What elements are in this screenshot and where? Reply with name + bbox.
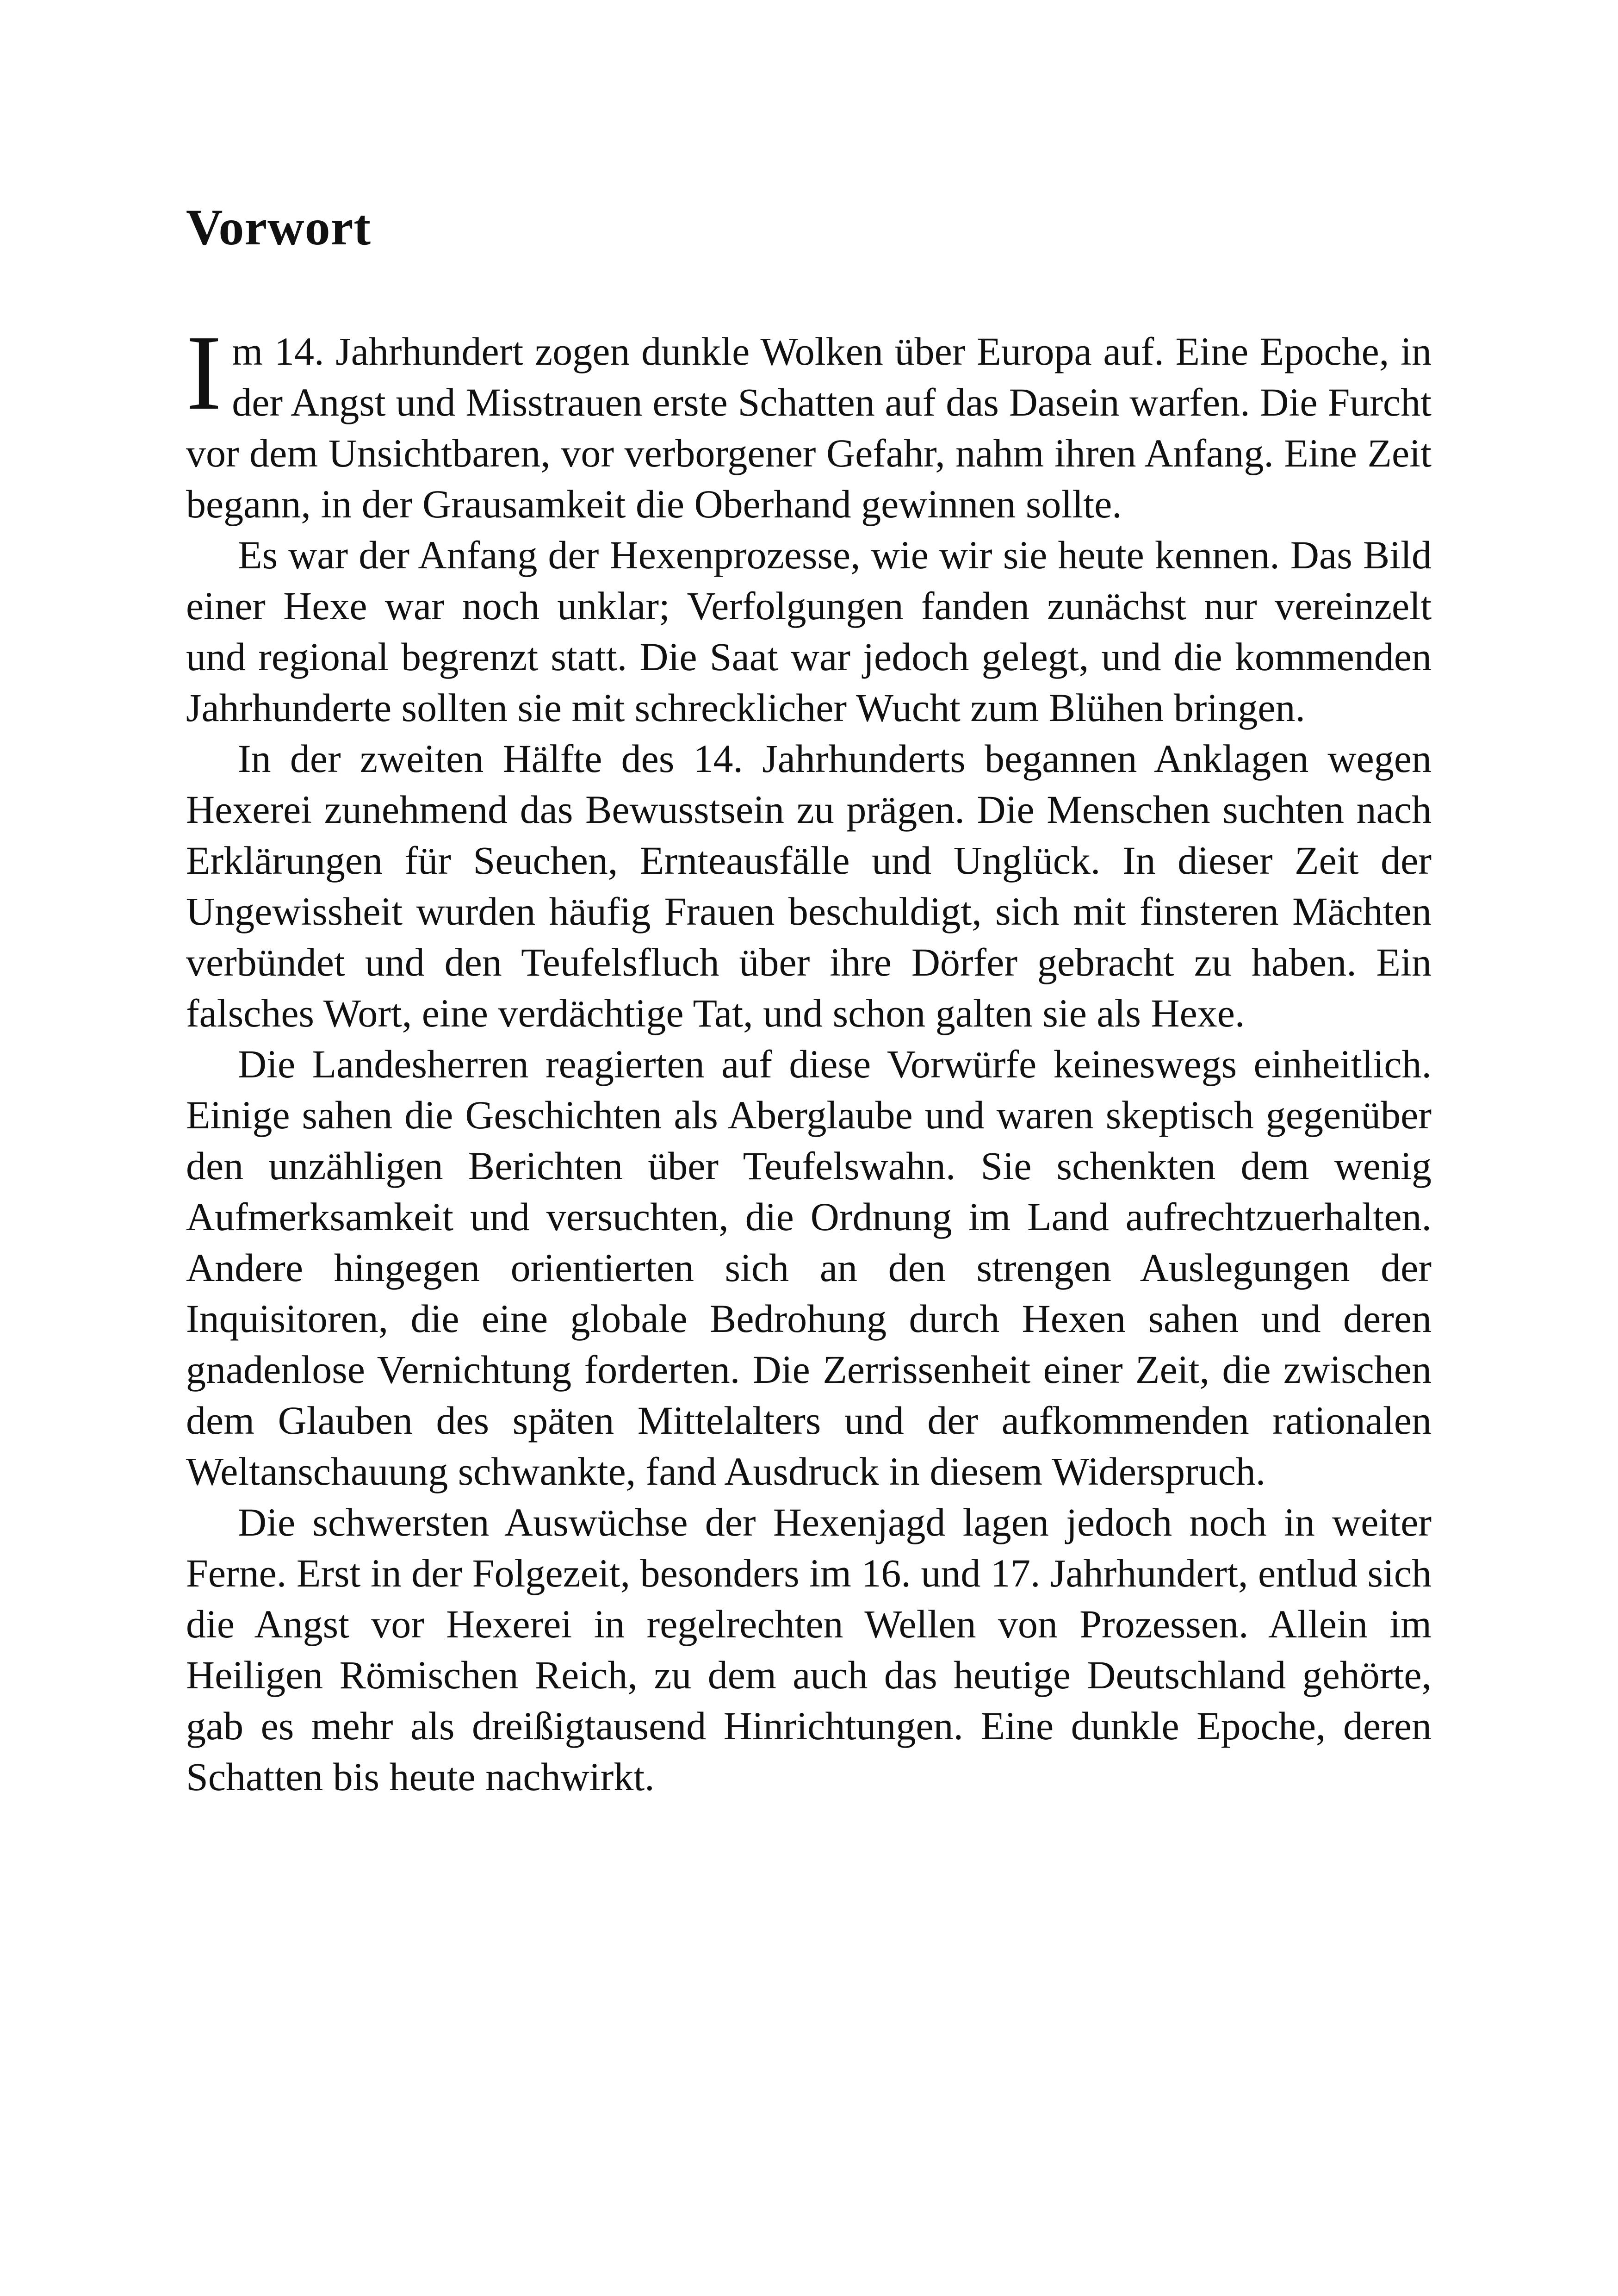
- paragraph-3: In der zweiten Hälfte des 14. Jahrhunderts begannen Anklagen wegen Hexerei zunehmend das Bewusstsein zu prägen. Die Menschen suchten nach Erklärungen für Seuchen, Ernteausfälle und Unglück. In dieser Zeit der Ungewissheit wurden häufig Frauen beschuldigt, sich mit finsteren Mächten verbündet und den Teufelsfluch über ihre Dörfer gebracht zu haben. Ein falsches Wort, eine verdächtige Tat, und schon galten sie als Hexe.: [186, 736, 1432, 1035]
- paragraph-2: Es war der Anfang der Hexenprozesse, wie wir sie heute kennen. Das Bild einer Hexe war noch unklar; Verfolgungen fanden zunächst nur vereinzelt und regional begrenzt statt. Die Saat war jedoch gelegt, und die kommenden Jahrhunderte sollten sie mit schrecklicher Wucht zum Blühen bringen.: [186, 533, 1432, 730]
- paragraph-4: Die Landesherren reagierten auf diese Vorwürfe keineswegs einheitlich. Einige sahen die Geschichten als Aberglaube und waren skeptisch gegenüber den unzähligen Berichten über Teufelswahn. Sie schenkten dem wenig Aufmerksamkeit und versuchten, die Ordnung im Land aufrechtzuerhalten. Andere hingegen orientierten sich an den strengen Auslegungen der Inquisitoren, die eine globale Bedrohung durch Hexen sahen und deren gnadenlose Vernichtung forderten. Die Zerrissenheit einer Zeit, die zwischen dem Glauben des späten Mittelalters und der aufkommenden rationalen Weltanschauung schwankte, fand Ausdruck in diesem Widerspruch.: [186, 1042, 1432, 1493]
- paragraph-1: [186, 313, 1432, 529]
- chapter-heading: Vorwort: [186, 199, 372, 255]
- drop-cap: I: [186, 313, 222, 432]
- paragraph-5: Die schwersten Auswüchse der Hexenjagd lagen jedoch noch in weiter Ferne. Erst in der Folgezeit, besonders im 16. und 17. Jahrhundert, entlud sich die Angst vor Hexerei in regelrechten Wellen von Prozessen. Allein im Heiligen Römischen Reich, zu dem auch das heutige Deutschland gehörte, gab es mehr als dreißigtausend Hinrichtungen. Eine dunkle Epoche, deren Schatten bis heute nachwirkt.: [186, 1500, 1432, 1799]
- body-text: [186, 313, 1432, 1802]
- paragraph-1-text: m 14. Jahrhundert zogen dunkle Wolken über Europa auf. Eine Epoche, in der Angst und Misstrauen erste Schatten auf das Dasein warfen. Die Furcht vor dem Unsichtbaren, vor verborgener Gefahr, nahm ihren Anfang. Eine Zeit begann, in der Grausamkeit die Oberhand gewinnen sollte.: [186, 329, 1432, 526]
